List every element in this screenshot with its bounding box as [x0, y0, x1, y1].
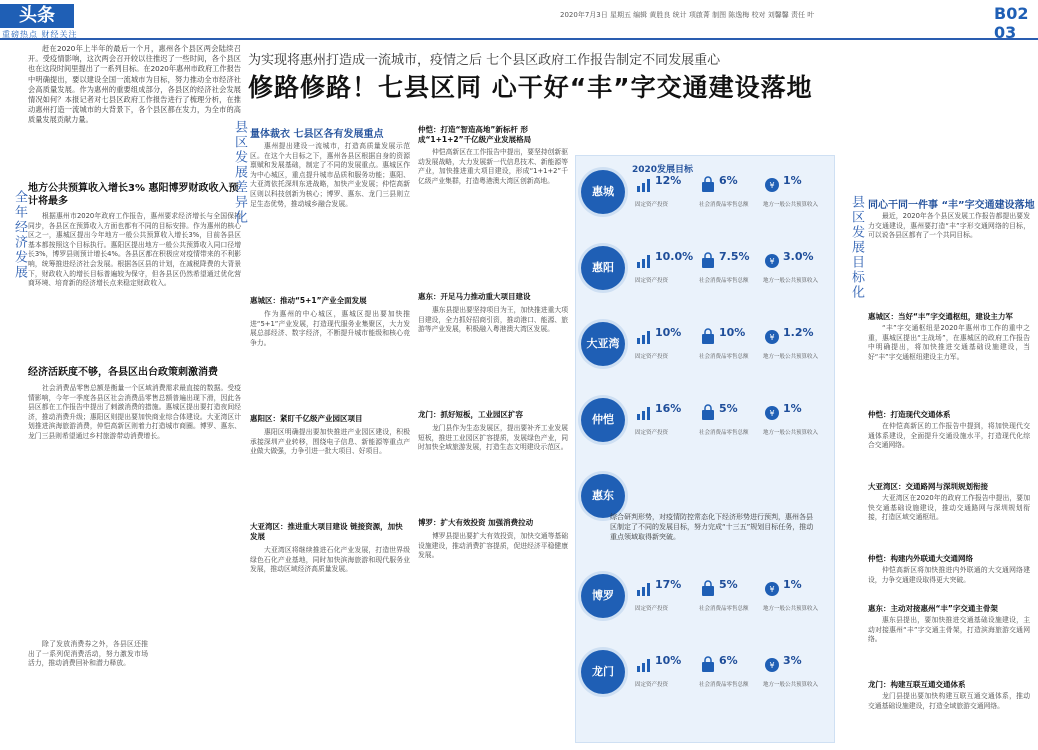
right-sub-d: 仲恺：构建内外联通大交通网络 — [868, 554, 973, 563]
coin-icon — [763, 176, 781, 194]
shopping-bag-icon — [699, 656, 717, 674]
stat-label: 社会消费品零售总额 — [699, 682, 749, 688]
shopping-bag-icon — [699, 328, 717, 346]
stat-value: 1% — [783, 174, 802, 187]
left-paragraph-1: 根据惠州市2020年政府工作报告，惠州要求经济增长与全国保持同步，各县区在预算收入方面也都有不同的目标安排。作为惠州的核心区之一，惠城区提出今年地方一般公共预算收入增长3%，目前各县区基本都按照这个目标执行。惠阳区提出地方一般公共预算收入同口径增长3%，博罗县则预计增长4%。各县区都在积极应对疫情带来的不利影响，统筹推进经济社会发展。根据各区县的计划，在减税降费的大背景下，财政收入的增长目标普遍较为保守，但各县区仍然希望通过优化营商环境、培育新的经济增长点来稳定财政收入。 — [28, 212, 241, 288]
county-badge: 龙门 — [581, 650, 625, 694]
county-row — [579, 392, 831, 448]
right-paragraph-1: 最近，2020年各个县区发展工作报告都提出要发力交通建设，惠州要打造“丰”字形交通网络的目标，可以说各县区都有了一个共同目标。 — [868, 212, 1030, 240]
mid2-sub-a: 仲恺：打造“智造高地”新标杆 形成“1+1+2”千亿级产业发展格局 — [418, 125, 532, 144]
mid-sub-b: 惠阳区：紧盯千亿级产业园区项目 — [250, 414, 363, 423]
county-stat — [699, 398, 763, 440]
svg-text:¥: ¥ — [769, 661, 775, 670]
stat-value: 6% — [719, 654, 738, 667]
svg-text:¥: ¥ — [769, 257, 775, 266]
county-stat — [699, 650, 763, 692]
county-stat — [763, 398, 827, 440]
right-sub-a: 惠城区：当好“丰”字交通枢纽，建设主力军 — [868, 312, 1013, 321]
county-badge: 大亚湾 — [581, 322, 625, 366]
right-heading: 同心干同一件事 “丰”字交通建设落地 — [868, 200, 1035, 211]
chart-up-icon — [635, 176, 653, 194]
mid2-sub-d: 博罗：扩大有效投资 加强消费拉动 — [418, 518, 534, 527]
mid2-paragraph-d: 博罗县提出要扩大有效投资，加快交通等基础设施建设，推动消费扩容提质，促进经济平稳健康发展。 — [418, 532, 568, 560]
right-sub-b: 仲恺：打造现代交通体系 — [868, 410, 951, 419]
county-row — [579, 164, 831, 220]
stat-label: 社会消费品零售总额 — [699, 278, 749, 284]
chart-up-icon — [635, 252, 653, 270]
stat-value: 10% — [719, 326, 746, 339]
stat-label: 固定资产投资 — [635, 202, 669, 208]
stat-value: 3.0% — [783, 250, 814, 263]
mid2-paragraph-b: 惠东县提出要坚持项目为王，加快推进重大项目建设，全力抓好招商引资，推动港口、能源、旅游等产业发展，积极融入粤港澳大湾区发展。 — [418, 306, 568, 334]
chart-up-icon — [635, 404, 653, 422]
stat-value: 10% — [655, 654, 682, 667]
coin-icon — [763, 580, 781, 598]
issue-meta: 2020年7月3日 星期五 编辑 黄胜良 统计 项啟菁 制图 陈逸梅 校对 刘馨馨 责任 叶 — [560, 11, 815, 19]
stat-label: 地方一般公共预算收入 — [763, 202, 819, 208]
shopping-bag-icon — [699, 580, 717, 598]
svg-text:¥: ¥ — [769, 585, 775, 594]
svg-text:¥: ¥ — [769, 409, 775, 418]
mid-paragraph-a: 作为惠州的中心城区，惠城区提出要加快推进“5+1”产业发展，打造现代服务业集聚区，大力发展总部经济、数字经济，不断提升城市能级和核心竞争力。 — [250, 310, 410, 347]
chart-up-icon — [635, 580, 653, 598]
right-sub-e: 惠东：主动对接惠州“丰”字交通主骨架 — [868, 604, 998, 613]
left-heading-2: 经济活跃度不够，各县区出台政策刺激消费 — [28, 367, 218, 378]
panel-note: 综合研判形势，对疫情防控常态化下经济形势进行预判，惠州各县区制定了不同的发展目标，努力完成“十三五”规划目标任务，推动重点领域取得新突破。 — [610, 513, 814, 541]
county-stat — [635, 170, 699, 212]
county-stat — [635, 322, 699, 364]
right-paragraph-c: 大亚湾区在2020年的政府工作报告中提出，要加快交通基础设施建设，推动交通路网与深圳规划衔接，打造区域交通枢纽。 — [868, 494, 1030, 522]
right-paragraph-a: “丰”字交通枢纽是2020年惠州市工作的重中之重，惠城区提出“主战场”，在惠城区的政府工作报告中明确提出，将加快推进交通基础设施建设，当好“丰”字交通枢纽建设主力军。 — [868, 324, 1030, 361]
shopping-bag-icon — [699, 404, 717, 422]
stat-label: 固定资产投资 — [635, 430, 669, 436]
county-row — [579, 644, 831, 700]
mid-paragraph-b: 惠阳区明确提出要加快推进产业园区建设，积极承接深圳产业转移，围绕电子信息、新能源等重点产业做大做强，力争引进一批大项目、好项目。 — [250, 428, 410, 456]
mid-sub-a: 惠城区：推动“5+1”产业全面发展 — [250, 296, 367, 305]
stat-label: 社会消费品零售总额 — [699, 202, 749, 208]
stat-value: 1% — [783, 578, 802, 591]
stat-value: 17% — [655, 578, 682, 591]
county-stat — [635, 574, 699, 616]
county-row — [579, 316, 831, 372]
mid2-paragraph-c: 龙门县作为生态发展区，提出要补齐工业发展短板，推进工业园区扩容提质，发展绿色产业，同时加快全域旅游发展，打造生态文明建设示范区。 — [418, 424, 568, 452]
county-stat — [763, 574, 827, 616]
left-paragraph-3: 除了发放消费券之外，各县区还推出了一系列促消费活动，努力激发市场活力，推动消费回补和潜力释放。 — [28, 640, 148, 668]
county-badge: 仲恺 — [581, 398, 625, 442]
coin-icon — [763, 328, 781, 346]
right-paragraph-d: 仲恺高新区将加快推进内外联通的大交通网络建设，力争交通建设取得更大突破。 — [868, 566, 1030, 584]
county-row — [579, 568, 831, 624]
county-stat — [699, 574, 763, 616]
county-badge: 惠东 — [581, 474, 625, 518]
stat-label: 地方一般公共预算收入 — [763, 430, 819, 436]
county-stat — [635, 246, 699, 288]
mid-section-label: 县区发展差异化 — [232, 120, 247, 225]
coin-icon — [763, 404, 781, 422]
stat-value: 3% — [783, 654, 802, 667]
mid2-sub-c: 龙门：抓好短板，工业园区扩容 — [418, 410, 523, 419]
right-sub-f: 龙门：构建互联互通交通体系 — [868, 680, 966, 689]
stat-label: 固定资产投资 — [635, 278, 669, 284]
stat-label: 地方一般公共预算收入 — [763, 682, 819, 688]
stat-value: 5% — [719, 402, 738, 415]
coin-icon — [763, 252, 781, 270]
left-paragraph-2: 社会消费品零售总额是衡量一个区域消费需求最直接的数据。受疫情影响，今年一季度各县区社会消费品零售总额普遍出现下滑，因此各县区都在工作报告中提出了刺激消费的措施。惠城区提出要打造夜间经济，推动消费升级；惠阳区则提出要加快商业综合体建设。大亚湾区计划推进滨海旅游消费，仲恺高新区则着力打造城市商圈。博罗、惠东、龙门三县则希望通过乡村旅游带动消费增长。 — [28, 384, 241, 440]
stat-value: 1.2% — [783, 326, 814, 339]
headline-kicker: 为实现将惠州打造成一流城市，疫情之后 七个县区政府工作报告制定不同发展重心 — [248, 53, 721, 68]
right-paragraph-e: 惠东县提出，要加快推进交通基础设施建设，主动对接惠州“丰”字交通主骨架，打造滨海旅游交通网络。 — [868, 616, 1030, 644]
county-stat — [763, 322, 827, 364]
mid2-paragraph-a: 仲恺高新区在工作报告中提出，要坚持创新驱动发展战略，大力发展新一代信息技术、新能源等产业，加快推进重大项目建设，形成“1+1+2”千亿级产业集群，打造粤港澳大湾区创新高地。 — [418, 148, 568, 185]
right-paragraph-b: 在仲恺高新区的工作报告中提到，将加快现代交通体系建设，全面提升交通设施水平，打造现代化综合交通网络。 — [868, 422, 1030, 450]
county-stat — [635, 650, 699, 692]
right-paragraph-f: 龙门县提出要加快构建互联互通交通体系，推动交通基础设施建设，打造全域旅游交通网络。 — [868, 692, 1030, 710]
chart-up-icon — [635, 328, 653, 346]
stat-value: 10.0% — [655, 250, 694, 263]
mid2-sub-b: 惠东：开足马力推动重大项目建设 — [418, 292, 531, 301]
mid-sub-c: 大亚湾区：推进重大项目建设 链接资源，加快发展 — [250, 522, 403, 541]
stat-value: 7.5% — [719, 250, 750, 263]
stat-value: 12% — [655, 174, 682, 187]
stat-value: 5% — [719, 578, 738, 591]
shopping-bag-icon — [699, 252, 717, 270]
stat-value: 16% — [655, 402, 682, 415]
stat-value: 10% — [655, 326, 682, 339]
left-heading-1: 地方公共预算收入增长3% 惠阳博罗财政收入预计将最多 — [28, 183, 239, 207]
stat-label: 地方一般公共预算收入 — [763, 606, 819, 612]
right-sub-c: 大亚湾区：交通路网与深圳规划衔接 — [868, 482, 988, 491]
county-badge: 惠阳 — [581, 246, 625, 290]
stat-label: 地方一般公共预算收入 — [763, 278, 819, 284]
page-number: B02 03 — [994, 4, 1029, 42]
stat-label: 固定资产投资 — [635, 682, 669, 688]
mid-paragraph-c: 大亚湾区将继续推进石化产业发展，打造世界级绿色石化产业基地，同时加快滨海旅游和现代服务业发展，推动区域经济高质量发展。 — [250, 546, 410, 574]
county-stat — [763, 246, 827, 288]
shopping-bag-icon — [699, 176, 717, 194]
svg-text:¥: ¥ — [769, 333, 775, 342]
county-badge: 惠城 — [581, 170, 625, 214]
coin-icon — [763, 656, 781, 674]
stat-label: 社会消费品零售总额 — [699, 606, 749, 612]
stat-value: 6% — [719, 174, 738, 187]
stat-label: 社会消费品零售总额 — [699, 430, 749, 436]
stat-label: 固定资产投资 — [635, 354, 669, 360]
svg-text:¥: ¥ — [769, 181, 775, 190]
mid-heading: 量体裁衣 七县区各有发展重点 — [250, 129, 384, 140]
county-stat — [635, 398, 699, 440]
page-headline: 修路修路！七县区同 心干好“丰”字交通建设落地 — [248, 73, 813, 102]
section-slogan: 重磅热点 财经关注 — [2, 30, 78, 39]
stat-label: 社会消费品零售总额 — [699, 354, 749, 360]
stat-value: 1% — [783, 402, 802, 415]
stat-label: 地方一般公共预算收入 — [763, 354, 819, 360]
county-stat — [699, 170, 763, 212]
left-section-label: 全年经济发展 — [12, 190, 27, 280]
mid-paragraph-1: 惠州提出建设一流城市，打造高质量发展示范区。在这个大目标之下，惠州各县区根据自身的资源禀赋和发展基础，制定了不同的发展重点。惠城区作为中心城区，重点提升城市品质和服务功能；惠阳、大亚湾依托深圳东进战略，加快产业发展；仲恺高新区则以科技创新为核心；博罗、惠东、龙门三县则立足生态优势，推动城乡融合发展。 — [250, 142, 410, 208]
county-stat — [763, 170, 827, 212]
panel-title: 2020发展目标 — [632, 165, 694, 175]
stat-label: 固定资产投资 — [635, 606, 669, 612]
masthead — [0, 0, 1038, 40]
section-logo: 头条 — [0, 4, 74, 28]
county-stat — [699, 322, 763, 364]
right-section-label: 县区发展目标化 — [849, 195, 864, 300]
county-row — [579, 240, 831, 296]
county-stat — [699, 246, 763, 288]
lead-paragraph: 赶在2020年上半年的最后一个月，惠州各个县区两会陆续召开。受疫情影响，这次两会召开较以往推迟了一些时间，各个县区也在这段时间里提出了一系列目标。在2020年惠州市政府工作报告中明确提出，要以建设全国一流城市为目标，努力推动全市经济社会高质量发展。作为惠州的重要组成部分，各县区的经济社会发展情况如何？本报记者对七县区政府工作报告进行了梳理分析，在推动惠州打造一流城市的大背景下，各个县区都在发力，为全市的高质量发展贡献力量。 — [28, 44, 241, 125]
county-stat — [763, 650, 827, 692]
chart-up-icon — [635, 656, 653, 674]
county-badge: 博罗 — [581, 574, 625, 618]
